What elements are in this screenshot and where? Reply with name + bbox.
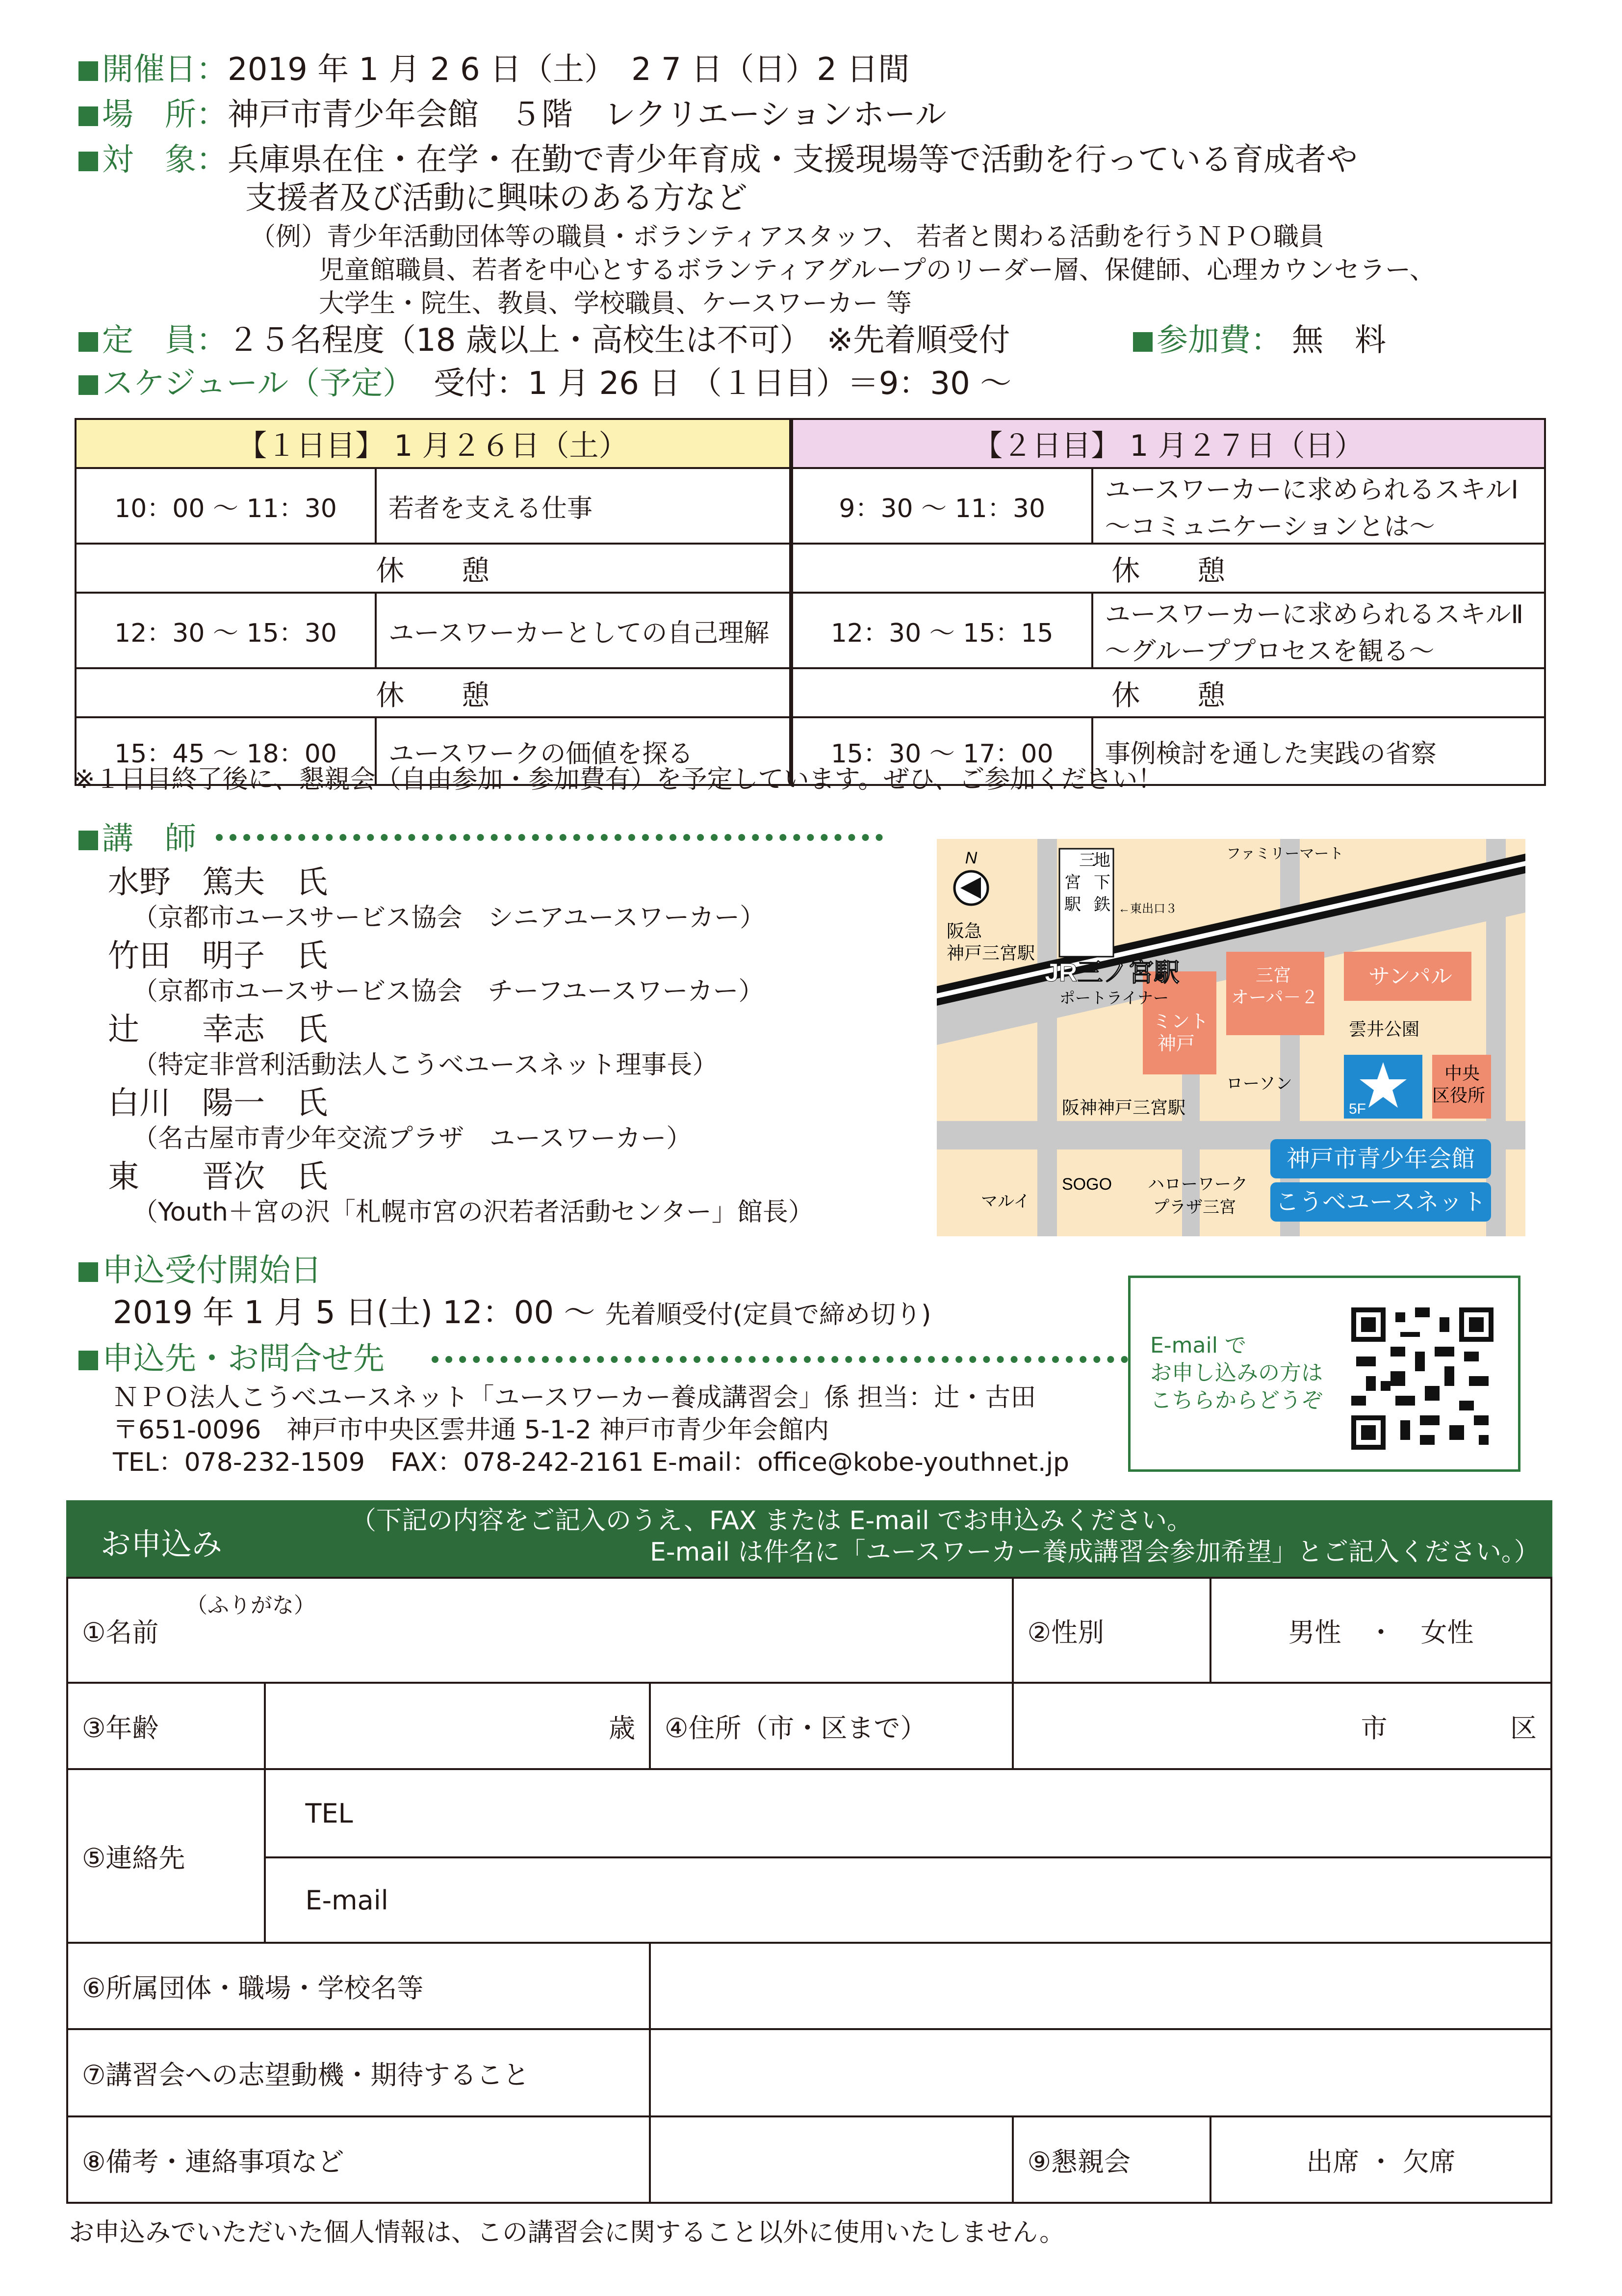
qr-box bbox=[1128, 1276, 1520, 1472]
subway-label-5: 駅 bbox=[1064, 895, 1081, 914]
lecturer-org: （京都市ユースサービス協会 シニアユースワーカー） bbox=[132, 903, 766, 933]
org-label: ⑥所属団体・職場・学校名等 bbox=[67, 1943, 650, 2029]
lecturer-list bbox=[108, 863, 814, 1228]
email-field[interactable] bbox=[265, 1857, 1551, 1943]
email-label: E-mail bbox=[305, 1884, 388, 1916]
hanshin-station-label: 阪神神戸三宮駅 bbox=[1062, 1097, 1186, 1118]
day2-header: 【２日目】 1 月２７日（日） bbox=[791, 419, 1545, 468]
day1-header: 【１日目】 1 月２６日（土） bbox=[76, 419, 791, 468]
opa-label-1: 三宮 bbox=[1256, 965, 1291, 985]
hellowork-label-1: ハローワーク bbox=[1148, 1175, 1248, 1194]
bullet-icon bbox=[78, 152, 98, 171]
east-exit-label: ←東出口３ bbox=[1118, 902, 1177, 915]
form-instruction-2: E-mail は件名に「ユースワーカー養成講習会参加希望」とご記入ください。） bbox=[650, 1538, 1540, 1567]
ward-unit: 区 bbox=[1510, 1712, 1537, 1744]
lecturer-org: （名古屋市青少年交流プラザ ユースワーカー） bbox=[132, 1124, 692, 1153]
lecturers-label: 講 師 bbox=[102, 821, 196, 857]
break-label: 休 憩 bbox=[76, 544, 791, 593]
day2-time: 15：30 ～ 17：00 bbox=[791, 717, 1092, 785]
day1-title: ユースワーカーとしての自己理解 bbox=[376, 593, 791, 668]
target-value-2: 支援者及び活動に興味のある方など bbox=[245, 180, 747, 216]
jr-station-label: JR三ノ宮駅 bbox=[1045, 959, 1180, 987]
qr-code-icon[interactable] bbox=[1351, 1307, 1493, 1450]
hankyu-label-2: 神戸三宮駅 bbox=[947, 943, 1035, 963]
schedule-row bbox=[78, 363, 1011, 404]
date-label: 開催日： bbox=[102, 52, 228, 88]
lecturer-name: 竹田 明子 氏 bbox=[108, 938, 328, 974]
contact-label: 申込先・お問合せ先 bbox=[102, 1341, 385, 1377]
bullet-icon bbox=[78, 1262, 98, 1282]
remarks-field[interactable] bbox=[650, 2116, 1013, 2203]
capacity-label: 定 員： bbox=[102, 322, 228, 359]
familymart-label: ファミリーマート bbox=[1226, 846, 1344, 862]
day1-title: 若者を支える仕事 bbox=[376, 468, 791, 544]
bullet-icon bbox=[78, 1351, 98, 1370]
address-field[interactable] bbox=[1013, 1683, 1551, 1769]
subway-label-3: 宮 bbox=[1064, 873, 1081, 892]
contact-line-1: ＮＰＯ法人こうべユースネット「ユースワーカー養成講習会」係 担当：辻・古田 bbox=[113, 1383, 1036, 1412]
qr-text bbox=[1150, 1332, 1323, 1414]
portliner-label: ポートライナー bbox=[1059, 989, 1169, 1007]
place-row bbox=[78, 94, 947, 135]
example-2: 児童館職員、若者を中心とするボランティアグループのリーダー層、保健師、心理カウンセラー、 bbox=[319, 256, 1436, 285]
gender-options[interactable]: 男性 ・ 女性 bbox=[1210, 1578, 1551, 1683]
day1-time: 15：45 ～ 18：00 bbox=[76, 717, 376, 785]
lecturer-org: （Youth＋宮の沢「札幌市宮の沢若者活動センター」館長） bbox=[132, 1198, 814, 1227]
north-label: N bbox=[965, 849, 978, 867]
schedule-note: ※１日目終了後に、懇親会（自由参加・参加費有）を予定しています。ぜひ、ご参加ください！ bbox=[74, 765, 1163, 794]
date-row bbox=[78, 49, 909, 90]
lecturer-name: 水野 篤夫 氏 bbox=[108, 864, 328, 901]
furigana-label: （ふりがな） bbox=[186, 1593, 315, 1618]
venue-label: 神戸市青少年会館 bbox=[1286, 1146, 1475, 1172]
lawson-label: ローソン bbox=[1226, 1074, 1292, 1093]
bullet-icon bbox=[78, 375, 98, 395]
day2-title: 事例検討を通した実践の省察 bbox=[1092, 717, 1545, 785]
city-unit: 市 bbox=[1361, 1712, 1388, 1744]
bullet-icon bbox=[78, 106, 98, 126]
form-header bbox=[66, 1500, 1552, 1577]
access-map bbox=[937, 839, 1525, 1236]
subway-label-2: 地 bbox=[1094, 851, 1110, 870]
bullet-icon bbox=[1133, 332, 1153, 352]
day2-time: 12：30 ～ 15：15 bbox=[791, 593, 1092, 668]
contact-line-2: 〒651-0096 神戸市中央区雲井通 5-1-2 神戸市青少年会館内 bbox=[113, 1415, 829, 1445]
tel-field[interactable] bbox=[265, 1769, 1551, 1857]
name-cell[interactable] bbox=[67, 1578, 1013, 1683]
day2-time: 9：30 ～ 11：30 bbox=[791, 468, 1092, 544]
ward-office-label-2: 区役所 bbox=[1432, 1085, 1486, 1105]
road bbox=[1037, 839, 1057, 1236]
subway-label-6: 鉄 bbox=[1094, 895, 1110, 914]
contact-line-3: TEL：078-232-1509 FAX：078-242-2161 E-mail：office@kobe-youthnet.jp bbox=[113, 1448, 1070, 1477]
hellowork-label-2: プラザ三宮 bbox=[1153, 1198, 1236, 1217]
day2-title bbox=[1092, 593, 1545, 668]
day2-title bbox=[1092, 468, 1545, 544]
break-label: 休 憩 bbox=[76, 668, 791, 717]
day1-title: ユースワークの価値を探る bbox=[376, 717, 791, 785]
target-value-1: 兵庫県在住・在学・在勤で青少年育成・支援現場等で活動を行っている育成者や bbox=[228, 142, 1358, 178]
application-start-label-row bbox=[78, 1250, 322, 1291]
gender-label: ②性別 bbox=[1013, 1578, 1210, 1683]
day2-title-2: ～グループプロセスを観る～ bbox=[1105, 637, 1435, 666]
schedule-label: スケジュール（予定） bbox=[102, 365, 414, 402]
party-options[interactable]: 出席 ・ 欠席 bbox=[1210, 2116, 1551, 2203]
day1-time: 12：30 ～ 15：30 bbox=[76, 593, 376, 668]
hankyu-label-1: 阪急 bbox=[947, 921, 982, 941]
day2-title-1: ユースワーカーに求められるスキルⅡ bbox=[1105, 600, 1524, 629]
bullet-icon bbox=[78, 332, 98, 352]
dotted-divider bbox=[432, 1356, 1128, 1363]
lecturers-label-row bbox=[78, 818, 196, 860]
contact-label-row bbox=[78, 1338, 385, 1380]
tel-label: TEL bbox=[305, 1798, 353, 1829]
contact-label: ⑤連絡先 bbox=[67, 1769, 265, 1943]
org-label: こうべユースネット bbox=[1275, 1189, 1486, 1215]
application-start-row bbox=[113, 1292, 931, 1333]
floor-label: 5F bbox=[1349, 1101, 1366, 1117]
party-label: ⑨懇親会 bbox=[1013, 2116, 1210, 2203]
lecturer-org: （京都市ユースサービス協会 チーフユースワーカー） bbox=[132, 977, 764, 1006]
fee-value: 無 料 bbox=[1292, 322, 1386, 359]
capacity-row bbox=[78, 320, 1010, 361]
day2-title-1: ユースワーカーに求められるスキルⅠ bbox=[1105, 475, 1519, 505]
fee-row bbox=[1133, 320, 1386, 361]
date-value: 2019 年 1 月 2 6 日（土） 2 7 日（日）2 日間 bbox=[228, 52, 910, 88]
qr-text-2: お申し込みの方は bbox=[1150, 1360, 1323, 1385]
lecturer-org: （特定非営利活動法人こうべユースネット理事長） bbox=[132, 1050, 718, 1080]
remarks-label: ⑧備考・連絡事項など bbox=[67, 2116, 650, 2203]
capacity-value: ２５名程度（18 歳以上・高校生は不可） ※先着順受付 bbox=[228, 322, 1010, 359]
day1-time: 10：00 ～ 11：30 bbox=[76, 468, 376, 544]
ward-office-label-1: 中央 bbox=[1444, 1063, 1480, 1083]
mint-label-1: ミント bbox=[1153, 1012, 1209, 1032]
example-1: （例）青少年活動団体等の職員・ボランティアスタッフ、 若者と関わる活動を行うＮＰＯ職員 bbox=[250, 222, 1325, 252]
lecturer-name: 東 晋次 氏 bbox=[108, 1159, 328, 1195]
privacy-note: お申込みでいただいた個人情報は、この講習会に関すること以外に使用いたしません。 bbox=[69, 2218, 1065, 2247]
subway-label-1: 三 bbox=[1079, 851, 1096, 870]
application-start-label: 申込受付開始日 bbox=[102, 1252, 322, 1289]
bullet-icon bbox=[78, 831, 98, 850]
target-label: 対 象： bbox=[102, 142, 228, 178]
table-row bbox=[76, 593, 1545, 668]
opa-label-2: オーパ－２ bbox=[1231, 987, 1319, 1007]
sogo-label: SOGO bbox=[1062, 1175, 1112, 1194]
name-label: ①名前 bbox=[82, 1617, 159, 1648]
table-row bbox=[76, 468, 1545, 544]
break-label: 休 憩 bbox=[791, 544, 1545, 593]
address-label: ④住所（市・区まで） bbox=[650, 1683, 1013, 1769]
org-field[interactable] bbox=[650, 1943, 1551, 2029]
place-value: 神戸市青少年会館 ５階 レクリエーションホール bbox=[228, 97, 947, 133]
form-instruction-1: （下記の内容をご記入のうえ、FAX または E-mail でお申込みください。 bbox=[351, 1506, 1193, 1536]
break-row bbox=[76, 544, 1545, 593]
age-label: ③年齢 bbox=[67, 1683, 265, 1769]
lecturer-name: 辻 幸志 氏 bbox=[108, 1012, 328, 1048]
bullet-icon bbox=[78, 61, 98, 81]
age-field[interactable] bbox=[265, 1683, 650, 1769]
kumoi-park-label: 雲井公園 bbox=[1349, 1019, 1420, 1039]
break-row bbox=[76, 668, 1545, 717]
day2-title-2: ～コミュニケーションとは～ bbox=[1105, 512, 1435, 542]
qr-text-1: E-mail で bbox=[1150, 1333, 1246, 1358]
sunpal-label: サンパル bbox=[1368, 965, 1452, 989]
form-title: お申込み bbox=[101, 1526, 223, 1562]
place-label: 場 所： bbox=[102, 97, 228, 133]
marui-label: マルイ bbox=[981, 1192, 1030, 1211]
application-start-note: 先着順受付(定員で締め切り) bbox=[605, 1300, 931, 1330]
schedule-table bbox=[75, 418, 1546, 786]
target-row bbox=[78, 139, 1358, 181]
application-start-value: 2019 年 1 月 5 日(土) 12：00 ～ bbox=[113, 1295, 595, 1331]
application-form bbox=[66, 1577, 1552, 2204]
age-unit: 歳 bbox=[608, 1712, 635, 1744]
subway-label-4: 下 bbox=[1094, 873, 1110, 892]
lecturer-name: 白川 陽一 氏 bbox=[108, 1085, 328, 1122]
fee-label: 参加費： bbox=[1157, 322, 1282, 359]
dotted-divider bbox=[216, 834, 883, 841]
form-instructions bbox=[351, 1505, 1540, 1568]
motive-label: ⑦講習会への志望動機・期待すること bbox=[67, 2029, 650, 2116]
qr-text-3: こちらからどうぞ bbox=[1150, 1388, 1323, 1413]
motive-field[interactable] bbox=[650, 2029, 1551, 2116]
mint-label-2: 神戸 bbox=[1158, 1034, 1195, 1054]
break-label: 休 憩 bbox=[791, 668, 1545, 717]
example-3: 大学生・院生、教員、学校職員、ケースワーカー 等 bbox=[319, 289, 912, 318]
reception-value: 受付：1 月 26 日 （１日目）＝9：30 ～ bbox=[434, 365, 1012, 402]
